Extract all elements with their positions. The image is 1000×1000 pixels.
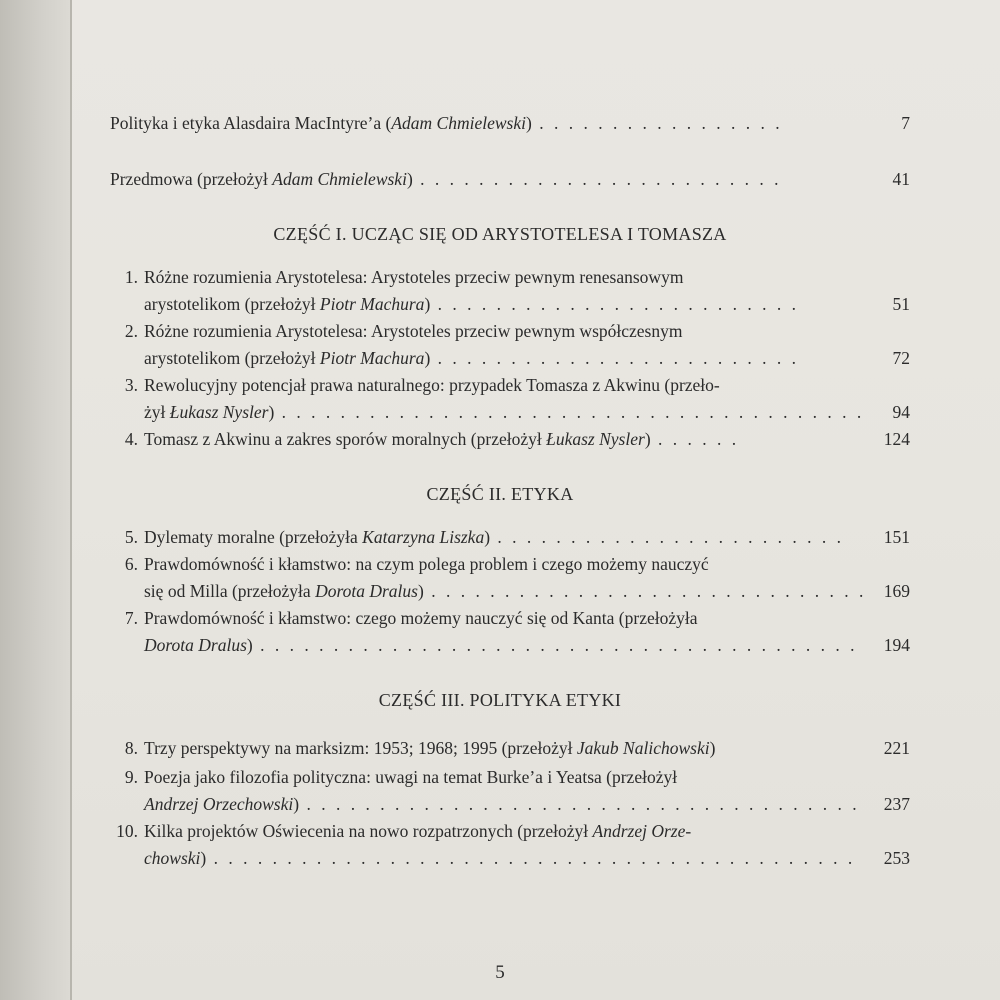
toc-line xyxy=(110,735,910,762)
leader-dots: . . . . . . . . . . . . . . . . . xyxy=(531,113,783,133)
entry-translator: Katarzyna Liszka xyxy=(362,527,485,547)
entry-title: Prawdomówność i kłamstwo: na czym polega problem i czego możemy nauczyć xyxy=(144,554,709,574)
entry-translator: Łukasz Nysler xyxy=(546,429,645,449)
page-number: 5 xyxy=(495,962,505,983)
entry-translator: Jakub Nalichowski xyxy=(576,738,710,758)
entry-page: 51 xyxy=(892,294,910,314)
toc-line xyxy=(110,264,910,291)
entry-translator: Adam Chmielewski xyxy=(391,113,526,133)
entry-page: 151 xyxy=(883,527,910,547)
entry-paren: ) xyxy=(293,794,300,814)
toc-entry-4 xyxy=(110,426,910,453)
entry-translator: Łukasz Nysler xyxy=(169,402,269,422)
entry-number: 2. xyxy=(124,321,138,341)
toc-line xyxy=(110,372,910,399)
entry-page: 72 xyxy=(892,348,910,368)
toc-line xyxy=(110,818,910,845)
leader-dots: . . . . . . xyxy=(650,429,740,449)
entry-number: 5. xyxy=(124,527,138,547)
toc-line xyxy=(110,632,910,659)
leader-dots: . . . . . . . . . . . . . . . . . . . . . . . . . xyxy=(430,348,800,368)
entry-title: żył xyxy=(144,402,170,422)
toc-line xyxy=(110,791,910,818)
entry-title: Kilka projektów Oświecenia na nowo rozpatrzonych (przełożył xyxy=(144,821,593,841)
toc-line xyxy=(110,166,910,193)
leader-dots: . . . . . . . . . . . . . . . . . . . . . . . . . . . . . . . . . . . . . . . . xyxy=(274,402,865,422)
toc-entry-9 xyxy=(110,764,910,818)
entry-translator: Piotr Machura xyxy=(319,294,425,314)
entry-paren: ) xyxy=(424,348,431,368)
leader-dots: . . . . . . . . . . . . . . . . . . . . . . . . xyxy=(490,527,845,547)
entry-title: Różne rozumienia Arystotelesa: Arystoteles przeciw pewnym renesansowym xyxy=(144,267,684,287)
toc-entry-5 xyxy=(110,524,910,551)
entry-title: Prawdomówność i kłamstwo: czego możemy nauczyć się od Kanta (przełożyła xyxy=(144,608,698,628)
entry-number: 3. xyxy=(124,375,138,395)
entry-title: Tomasz z Akwinu a zakres sporów moralnych (przełożył xyxy=(144,429,547,449)
entry-page: 221 xyxy=(883,738,910,758)
entry-number: 4. xyxy=(124,429,138,449)
toc-entry-8 xyxy=(110,735,910,762)
entry-title: Polityka i etyka Alasdaira MacIntyre’a ( xyxy=(110,113,392,133)
entry-number: 6. xyxy=(124,554,138,574)
entry-page: 253 xyxy=(883,848,910,868)
toc-entry-7 xyxy=(110,605,910,659)
entry-title: Poezja jako filozofia polityczna: uwagi na temat Burke’a i Yeatsa (przełożył xyxy=(144,767,678,787)
toc-line xyxy=(110,764,910,791)
toc-line xyxy=(110,845,910,872)
entry-title: Przedmowa (przełożył xyxy=(110,169,273,189)
entry-title: Rewolucyjny potencjał prawa naturalnego: przypadek Tomasza z Akwinu (przeło- xyxy=(144,375,720,395)
entry-page: 41 xyxy=(892,169,910,189)
entry-title: Dylematy moralne (przełożyła xyxy=(144,527,363,547)
entry-translator: chowski xyxy=(144,848,201,868)
entry-translator: Andrzej Orzechowski xyxy=(144,794,294,814)
entry-page: 194 xyxy=(883,635,910,655)
entry-number: 10. xyxy=(116,821,138,841)
entry-page: 94 xyxy=(892,402,910,422)
entry-title: Trzy perspektywy na marksizm: 1953; 1968; 1995 (przełożył xyxy=(144,738,577,758)
leader-dots: . . . . . . . . . . . . . . . . . . . . . . . . . . . . . . . . . . . . . . . . . . . . xyxy=(206,848,856,868)
entry-paren: ) xyxy=(268,402,275,422)
part-heading: CZĘŚĆ II. ETYKA xyxy=(426,484,574,504)
entry-translator: Piotr Machura xyxy=(319,348,425,368)
toc-line xyxy=(110,318,910,345)
part-heading: CZĘŚĆ I. UCZĄC SIĘ OD ARYSTOTELESA I TOMASZA xyxy=(273,224,727,244)
leader-dots: . . . . . . . . . . . . . . . . . . . . . . . . . . . . . . xyxy=(423,581,867,601)
toc-entry-6 xyxy=(110,551,910,605)
entry-page: 169 xyxy=(883,581,910,601)
toc-entry-preface xyxy=(110,166,910,193)
entry-title: arystotelikom (przełożył xyxy=(144,294,320,314)
entry-title: arystotelikom (przełożył xyxy=(144,348,320,368)
toc-line xyxy=(110,551,910,578)
toc-line xyxy=(110,524,910,551)
leader-dots: . . . . . . . . . . . . . . . . . . . . . . . . . . . . . . . . . . . . . . . . . xyxy=(252,635,858,655)
toc-entry-10 xyxy=(110,818,910,872)
entry-translator: Andrzej Orze- xyxy=(592,821,692,841)
toc-line xyxy=(110,399,910,426)
entry-number: 1. xyxy=(124,267,138,287)
entry-paren: ) xyxy=(644,429,651,449)
toc-entry-2 xyxy=(110,318,910,372)
entry-number: 9. xyxy=(124,767,138,787)
entry-number: 7. xyxy=(124,608,138,628)
toc-line xyxy=(110,345,910,372)
toc-line xyxy=(110,426,910,453)
entry-translator: Adam Chmielewski xyxy=(272,169,407,189)
entry-paren: ) xyxy=(424,294,431,314)
entry-page: 124 xyxy=(883,429,910,449)
toc-line xyxy=(110,110,910,137)
toc-entry-intro xyxy=(110,110,910,137)
toc-entry-1 xyxy=(110,264,910,318)
leader-dots: . . . . . . . . . . . . . . . . . . . . . . . . . xyxy=(412,169,782,189)
part-heading: CZĘŚĆ III. POLITYKA ETYKI xyxy=(378,690,622,710)
entry-paren: ) xyxy=(709,738,716,758)
entry-paren: ) xyxy=(417,581,424,601)
entry-title: się od Milla (przełożyła xyxy=(144,581,316,601)
leader-dots: . . . . . . . . . . . . . . . . . . . . . . . . . xyxy=(430,294,800,314)
entry-paren: ) xyxy=(484,527,491,547)
entry-translator: Dorota Dralus xyxy=(144,635,247,655)
entry-paren: ) xyxy=(246,635,253,655)
entry-translator: Dorota Dralus xyxy=(315,581,418,601)
toc-line xyxy=(110,605,910,632)
entry-paren: ) xyxy=(200,848,207,868)
entry-paren: ) xyxy=(406,169,413,189)
entry-number: 8. xyxy=(124,738,138,758)
toc-line xyxy=(110,291,910,318)
entry-page: 7 xyxy=(901,113,910,133)
toc-line xyxy=(110,578,910,605)
leader-dots: . . . . . . . . . . . . . . . . . . . . . . . . . . . . . . . . . . . . . . xyxy=(299,794,860,814)
entry-title: Różne rozumienia Arystotelesa: Arystoteles przeciw pewnym współczesnym xyxy=(144,321,683,341)
toc-entry-3 xyxy=(110,372,910,426)
entry-page: 237 xyxy=(883,794,910,814)
entry-paren: ) xyxy=(526,113,532,133)
